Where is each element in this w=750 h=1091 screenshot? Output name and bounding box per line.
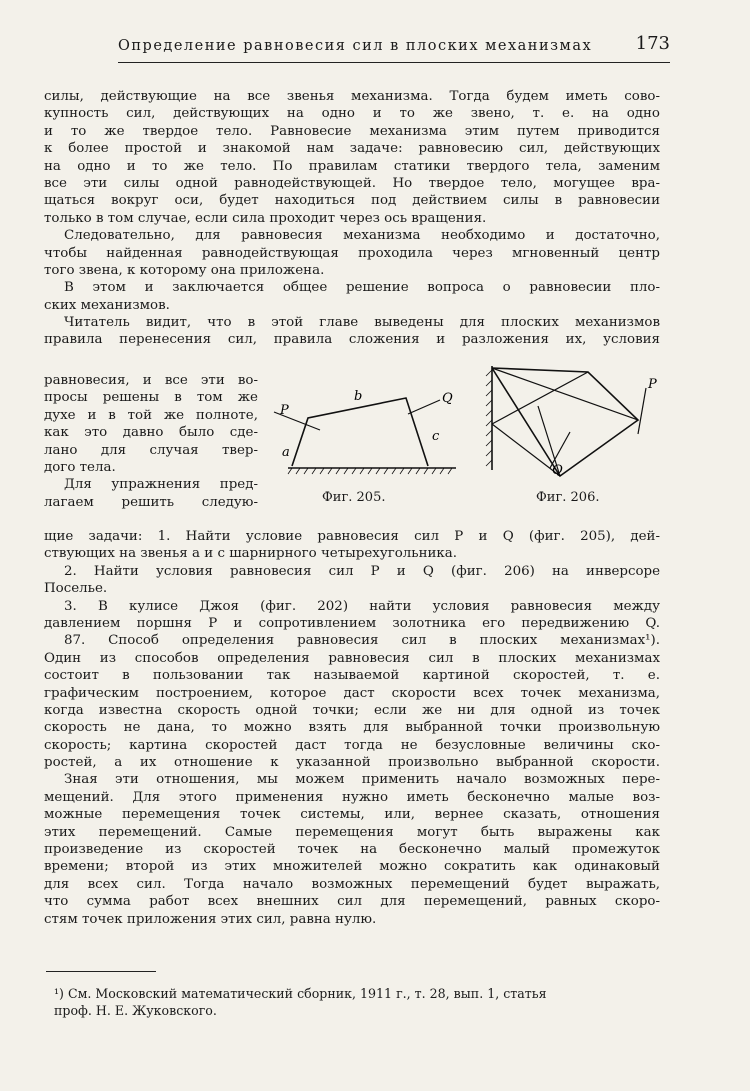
figure-206-diagram: [478, 358, 678, 488]
text-line: что сумма работ всех внешних сил для перемещений, равных скоро-: [44, 894, 660, 910]
text-line: В этом и заключается общее решение вопроса о равновесии пло-: [64, 280, 660, 296]
text-line: Для упражнения пред-: [64, 477, 258, 493]
page-number: 173: [635, 33, 670, 54]
fig205-linkage: [292, 398, 428, 466]
text-line: того звена, к которому она приложена.: [44, 262, 325, 278]
text-line: лано для случая твер-: [44, 442, 258, 458]
header-rule: [118, 62, 670, 63]
paragraph-block-wrap: [44, 372, 258, 511]
text-line: чтобы найденная равнодействующая проходила через мгновенный центр: [44, 245, 660, 261]
text-line: щие задачи: 1. Найти условие равновесия сил P и Q (фиг. 205), дей-: [44, 529, 660, 544]
footnote-rule: [46, 971, 156, 972]
text-line: ствующих на звенья a и c шарнирного четырехугольника.: [44, 546, 458, 562]
text-line: для всех сил. Тогда начало возможных перемещений будет выражать,: [44, 876, 660, 892]
text-line: когда известна скорость одной точки; если же ни для одной из точек: [44, 702, 660, 718]
text-line: равновесия, и все эти во-: [44, 373, 258, 388]
fig205-label-q: Q: [442, 391, 453, 406]
text-line: графическим построением, которое даст скорости всех точек механизма,: [44, 685, 660, 701]
text-line: все эти силы одной равнодействующей. Но твердое тело, могущее вра-: [44, 175, 660, 191]
text-line: ских механизмов.: [44, 297, 170, 313]
text-line: Поселье.: [44, 581, 108, 597]
text-line: купность сил, действующих на одно и то же звено, т. е. на одно: [44, 106, 660, 122]
text-line: и то же твердое тело. Равновесие механизма этим путем приводится: [44, 123, 660, 139]
text-line: времени; второй из этих множителей можно сократить как одинаковый: [44, 859, 660, 875]
text-line: дого тела.: [44, 459, 116, 475]
figure-205-diagram: [268, 370, 468, 490]
text-line: Один из способов определения равновесия сил в плоских механизмах: [44, 650, 660, 666]
text-line: ростей, а их отношение к указанной произвольно выбранной скорости.: [44, 755, 660, 771]
fig205-label-c: c: [432, 429, 440, 444]
text-line: можные перемещения точек системы, или, вернее сказать, отношения: [44, 807, 660, 823]
text-line: Зная эти отношения, мы можем применить начало возможных пере-: [64, 772, 660, 788]
footnote: [54, 985, 658, 1020]
text-line: скорость не дана, то можно взять для выбранной точки произвольную: [44, 720, 660, 736]
text-line: силы, действующие на все звенья механизма. Тогда будем иметь сово-: [44, 89, 660, 104]
header-title: Определение равновесия сил в плоских механизмах: [118, 38, 593, 54]
text-line: к более простой и знакомой нам задаче: равновесию сил, действующих: [44, 141, 660, 157]
fig205-label-p: P: [280, 403, 289, 418]
text-line: состоит в пользовании так называемой картиной скоростей, т. е.: [44, 668, 660, 684]
footnote-line-1: ¹) См. Московский математический сборник, 1911 г., т. 28, вып. 1, статья: [54, 986, 547, 1001]
fig206-caption: Фиг. 206.: [536, 490, 600, 505]
text-line: скорость; картина скоростей даст тогда не безусловные величины ско-: [44, 737, 660, 753]
text-line: 87. Способ определения равновесия сил в плоских механизмах¹).: [64, 633, 660, 649]
text-line: давлением поршня P и сопротивлением золотника его передвижению Q.: [44, 615, 660, 631]
text-line: мещений. Для этого применения нужно иметь бесконечно малые воз-: [44, 789, 660, 805]
text-line: лагаем решить следую-: [44, 494, 258, 510]
fig205-force-q: [408, 400, 440, 414]
paragraph-block-bottom: [44, 528, 660, 928]
text-line: произведение из скоростей точек на бесконечно малый промежуток: [44, 842, 660, 858]
text-line: 3. В кулисе Джоя (фиг. 202) найти условия равновесия между: [64, 598, 660, 614]
text-line: как это давно было сде-: [44, 425, 258, 441]
text-line: 2. Найти условия равновесия сил P и Q (фиг. 206) на инверсоре: [64, 563, 660, 579]
text-line: этих перемещений. Самые перемещения могут быть выражены как: [44, 824, 660, 840]
footnote-line-2: проф. Н. Е. Жуковского.: [54, 1003, 217, 1019]
text-line: Следовательно, для равновесия механизма необходимо и достаточно,: [64, 228, 660, 244]
text-line: только в том случае, если сила проходит через ось вращения.: [44, 210, 487, 226]
text-line: Читатель видит, что в этой главе выведены для плоских механизмов: [64, 315, 660, 331]
fig205-caption: Фиг. 205.: [322, 490, 386, 505]
text-line: стям точек приложения этих сил, равна нулю.: [44, 911, 377, 927]
text-line: щаться вокруг оси, будет находиться под действием силы в равновесии: [44, 193, 660, 209]
fig206-force-p: [638, 388, 646, 434]
fig205-label-a: a: [282, 445, 290, 460]
running-header: [118, 33, 670, 54]
text-line: правила перенесения сил, правила сложения и разложения их, условия: [44, 332, 660, 348]
text-line: на одно и то же тело. По правилам статики твердого тела, заменим: [44, 158, 660, 174]
fig206-label-p: P: [648, 377, 657, 392]
fig205-label-b: b: [354, 389, 363, 404]
text-line: духе и в той же полноте,: [44, 407, 258, 423]
text-line: просы решены в том же: [44, 390, 258, 406]
fig206-label-q: Q: [552, 463, 563, 478]
paragraph-block-top: [44, 88, 660, 349]
